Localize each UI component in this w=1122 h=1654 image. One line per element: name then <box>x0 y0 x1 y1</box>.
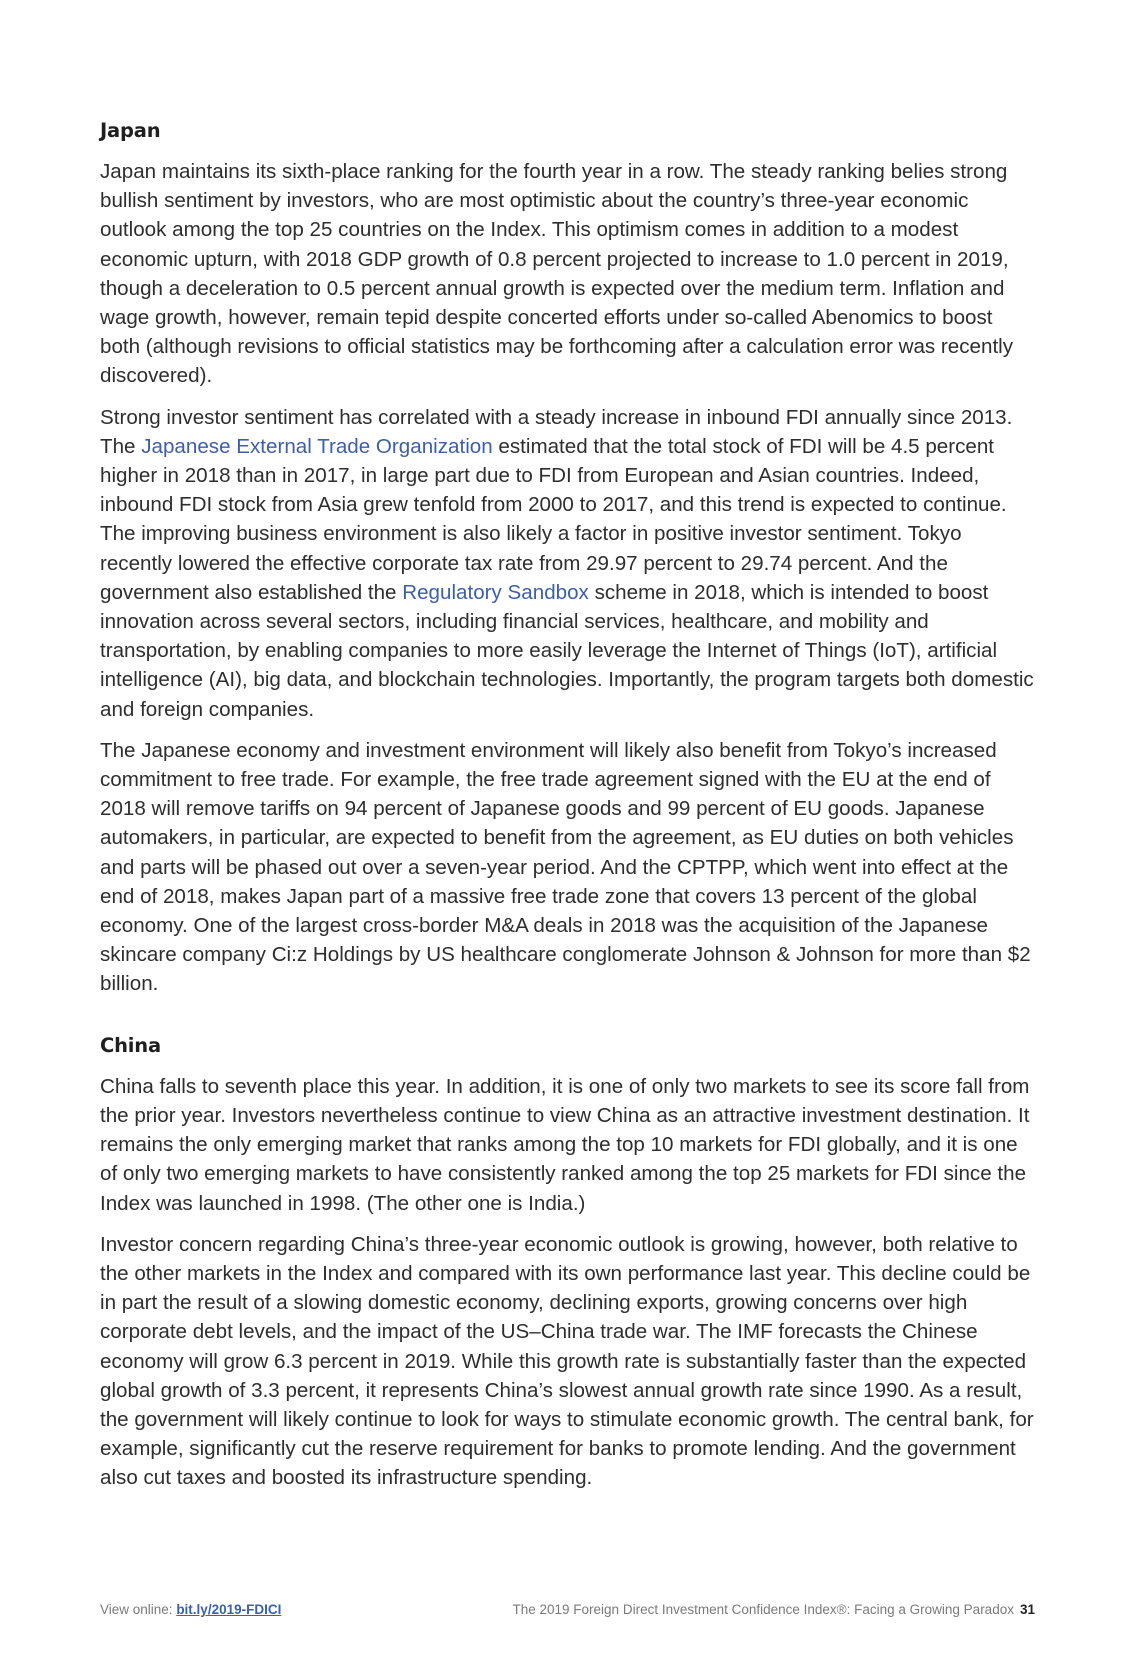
page-body <box>100 118 1035 1505</box>
japan-paragraph-2 <box>100 403 1035 724</box>
china-paragraph-1: China falls to seventh place this year. In addition, it is one of only two markets to see its score fall from the prior year. Investors nevertheless continue to view China as an attractive investment destination. It remains the only emerging market that ranks among the top 10 markets for FDI globally, and it is one of only two emerging markets to have consistently ranked among the top 25 markets for FDI since the Index was launched in 1998. (The other one is India.) <box>100 1074 1030 1215</box>
page-number: 31 <box>1019 1602 1035 1617</box>
view-online-label: View online: <box>100 1602 177 1617</box>
japan-p2-text-c: scheme in 2018, which is intended to boost innovation across several sectors, including financial services, healthcare, and mobility and transportation, by enabling companies to more easily leverage the Internet of Things (IoT), artificial intelligence (AI), big data, and blockchain technologies. Importantly, the program targets both domestic and foreign companies. <box>100 580 1034 721</box>
china-section <box>100 1033 1035 1493</box>
jetro-link[interactable]: Japanese External Trade Organization <box>141 434 493 458</box>
japan-paragraph-3: The Japanese economy and investment environment will likely also benefit from Tokyo’s increased commitment to free trade. For example, the free trade agreement signed with the EU at the end of 2018 will remove tariffs on 94 percent of Japanese goods and 99 percent of EU goods. Japanese automakers, in particular, are expected to benefit from the agreement, as EU duties on both vehicles and parts will be phased out over a seven-year period. And the CPTPP, which went into effect at the end of 2018, makes Japan part of a massive free trade zone that covers 13 percent of the global economy. One of the largest cross-border M&A deals in 2018 was the acquisition of the Japanese skincare company Ci:z Holdings by US healthcare conglomerate Johnson & Johnson for more than $2 billion. <box>100 738 1031 996</box>
japan-heading: Japan <box>100 119 161 142</box>
japan-p2-text-a: Strong investor sentiment has correlated with a steady increase in inbound FDI annually since 2013. The <box>100 405 1013 458</box>
china-heading: China <box>100 1033 161 1057</box>
japan-section <box>100 118 1035 999</box>
report-title: The 2019 Foreign Direct Investment Confidence Index®: Facing a Growing Paradox <box>512 1602 1014 1617</box>
japan-p2-text-b: estimated that the total stock of FDI will be 4.5 percent higher in 2018 than in 2017, in large part due to FDI from European and Asian countries. Indeed, inbound FDI stock from Asia grew tenfold from 2000 to 2017, and this trend is expected to continue. The improving business environment is also likely a factor in positive investor sentiment. Tokyo recently lowered the effective corporate tax rate from 29.97 percent to 29.74 percent. And the government also established the <box>100 434 1007 604</box>
china-paragraph-2: Investor concern regarding China’s three-year economic outlook is growing, however, both relative to the other markets in the Index and compared with its own performance last year. This decline could be in part the result of a slowing domestic economy, declining exports, growing concerns over high corporate debt levels, and the impact of the US–China trade war. The IMF forecasts the Chinese economy will grow 6.3 percent in 2019. While this growth rate is substantially faster than the expected global growth of 3.3 percent, it represents China’s slowest annual growth rate since 1990. As a result, the government will likely continue to look for ways to stimulate economic growth. The central bank, for example, significantly cut the reserve requirement for banks to promote lending. And the government also cut taxes and boosted its infrastructure spending. <box>100 1232 1034 1490</box>
section-spacer <box>100 1011 1035 1033</box>
report-info <box>513 1602 1036 1617</box>
page-footer <box>100 1602 1035 1622</box>
japan-paragraph-1: Japan maintains its sixth-place ranking for the fourth year in a row. The steady ranking belies strong bullish sentiment by investors, who are most optimistic about the country’s three-year economic outlook among the top 25 countries on the Index. This optimism comes in addition to a modest economic upturn, with 2018 GDP growth of 0.8 percent projected to increase to 1.0 percent in 2019, though a deceleration to 0.5 percent annual growth is expected over the medium term. Inflation and wage growth, however, remain tepid despite concerted efforts under so-called Abenomics to boost both (although revisions to official statistics may be forthcoming after a calculation error was recently discovered). <box>100 160 1014 388</box>
view-online <box>100 1602 281 1617</box>
regulatory-sandbox-link[interactable]: Regulatory Sandbox <box>402 580 589 604</box>
view-online-link[interactable]: bit.ly/2019-FDICI <box>176 1602 282 1617</box>
